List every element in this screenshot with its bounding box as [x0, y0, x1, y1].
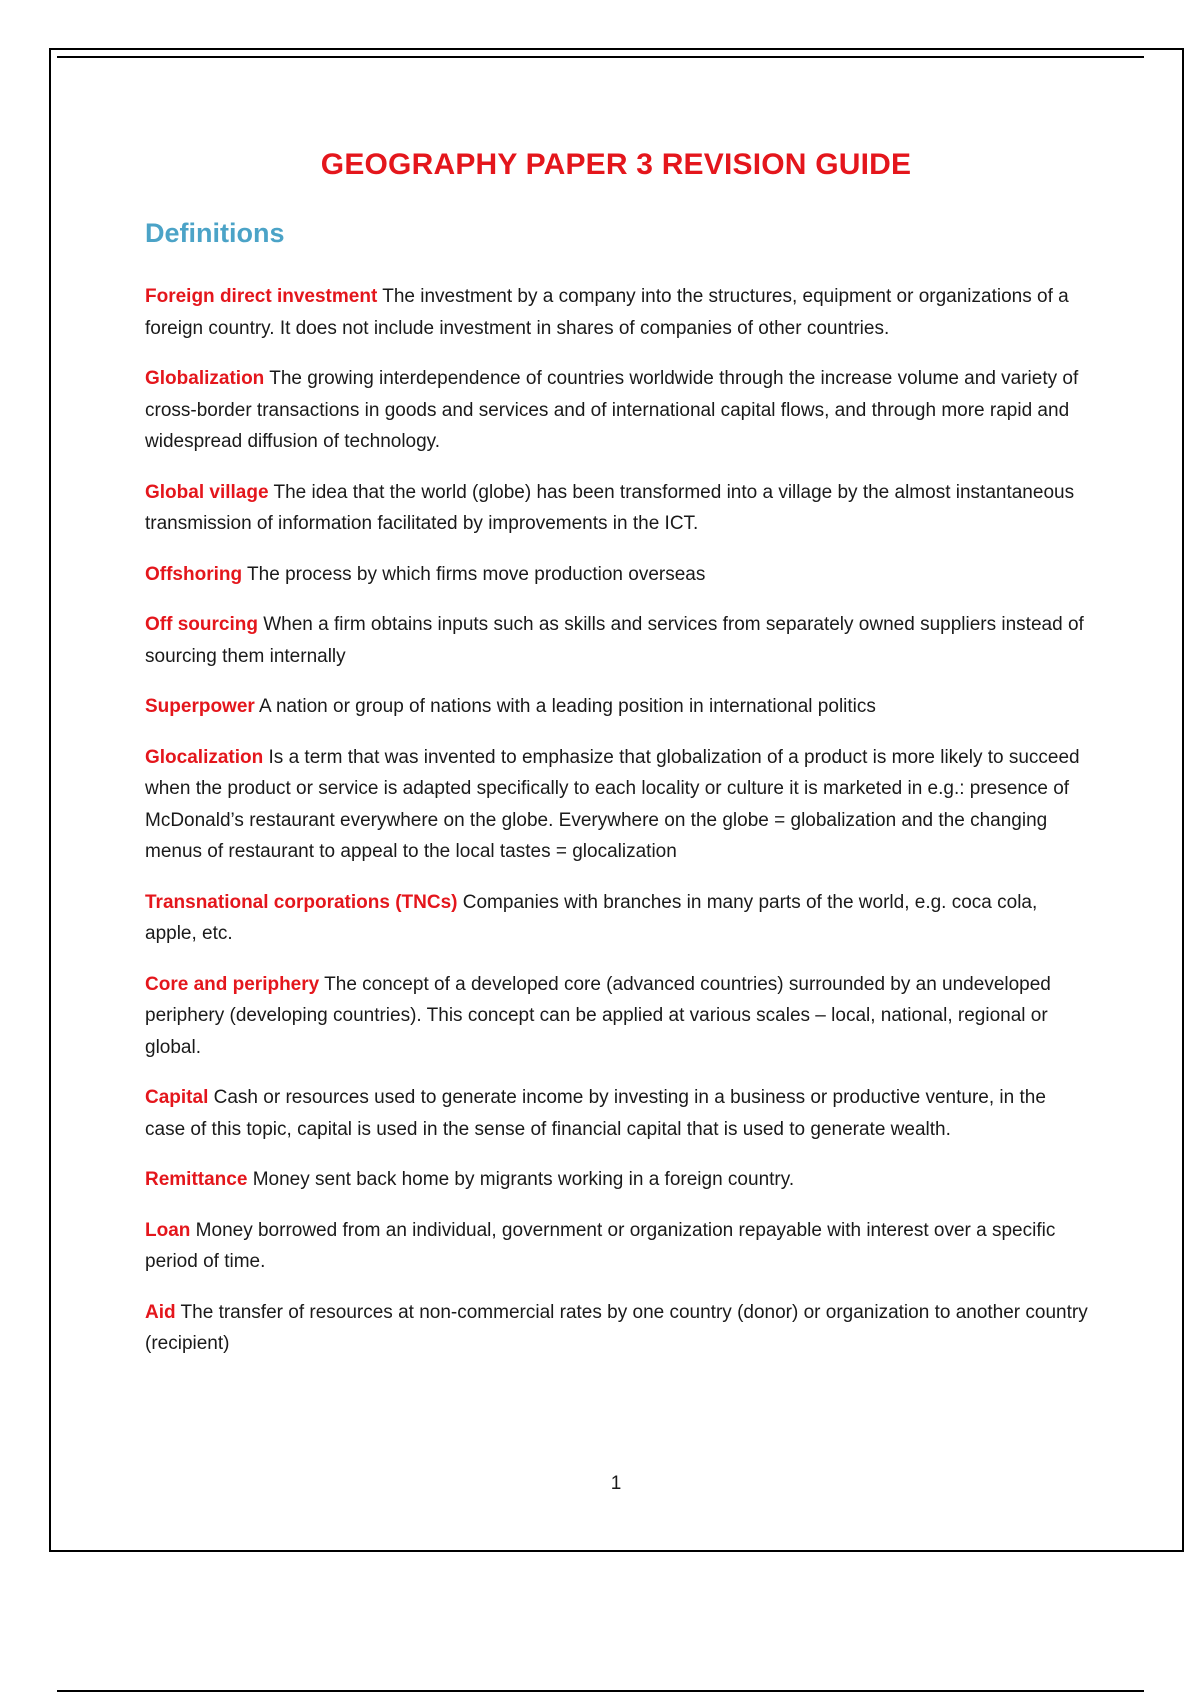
definition-term: Remittance [145, 1169, 248, 1190]
definition-term: Off sourcing [145, 614, 258, 635]
definition-item [145, 609, 1090, 672]
definition-item [145, 969, 1090, 1064]
definition-term: Foreign direct investment [145, 286, 378, 307]
section-heading: Definitions [145, 218, 285, 248]
definition-text: When a firm obtains inputs such as skills and services from separately owned suppliers instead of sourcing them internally [145, 614, 1084, 667]
definition-term: Superpower [145, 696, 255, 717]
top-rule-divider [57, 56, 1144, 58]
definitions-list [145, 281, 1090, 1379]
definition-text: Cash or resources used to generate income by investing in a business or productive venture, in the case of this topic, capital is used in the sense of financial capital that is used to generate wealth. [145, 1087, 1046, 1140]
definition-item [145, 742, 1090, 868]
definition-term: Global village [145, 481, 269, 503]
definition-term: Glocalization [145, 746, 264, 768]
definition-text: Money borrowed from an individual, government or organization repayable with interest over a specific period of time. [145, 1219, 1056, 1272]
definition-item [145, 281, 1090, 344]
definition-item [145, 887, 1090, 950]
definition-text: A nation or group of nations with a leading position in international politics [259, 696, 876, 717]
definition-text: The concept of a developed core (advanced countries) surrounded by an undeveloped periphery (developing countries). This concept can be applied at various scales – local, national, regional or global. [145, 973, 1051, 1058]
definition-item [145, 363, 1090, 458]
definition-term: Core and periphery [145, 973, 320, 995]
definition-text: The idea that the world (globe) has been transformed into a village by the almost instantaneous transmission of information facilitated by improvements in the ICT. [145, 481, 1075, 534]
definition-item [145, 1297, 1090, 1360]
definition-text: The transfer of resources at non-commercial rates by one country (donor) or organization to another country (recipient) [145, 1301, 1088, 1354]
definition-text: The process by which firms move production overseas [247, 563, 706, 585]
page-title: GEOGRAPHY PAPER 3 REVISION GUIDE [320, 148, 912, 181]
definition-term: Transnational corporations (TNCs) [145, 891, 458, 913]
definition-text: The growing interdependence of countries worldwide through the increase volume and variety of cross-border transactions in goods and services and of international capital flows, and through more rapid and widespread diffusion of technology. [145, 368, 1079, 452]
definition-item [145, 691, 1090, 723]
definition-item [145, 1215, 1090, 1278]
definition-term: Offshoring [145, 563, 243, 585]
definition-text: Companies with branches in many parts of the world, e.g. coca cola, apple, etc. [145, 891, 1038, 944]
definition-term: Capital [145, 1087, 209, 1108]
bottom-rule-divider [57, 1690, 1144, 1692]
definition-item [145, 477, 1090, 540]
definition-item [145, 559, 1090, 591]
definition-item [145, 1082, 1090, 1145]
definition-text: Money sent back home by migrants working in a foreign country. [252, 1169, 795, 1190]
definition-term: Loan [145, 1219, 191, 1241]
definition-text: The investment by a company into the structures, equipment or organizations of a foreign country. It does not include investment in shares of companies of other countries. [145, 286, 1069, 339]
definition-term: Globalization [145, 368, 265, 389]
definition-item [145, 1164, 1090, 1196]
definition-text: Is a term that was invented to emphasize that globalization of a product is more likely to succeed when the product or service is adapted specifically to each locality or culture it is marketed in e.g.: presence of McDonald’s restaurant everywhere on the globe. Everywhere on the globe = globalization and the changing menus of restaurant to appeal to the local tastes = glocalization [145, 746, 1080, 862]
definition-term: Aid [145, 1301, 176, 1323]
page-number: 1 [610, 1473, 622, 1494]
